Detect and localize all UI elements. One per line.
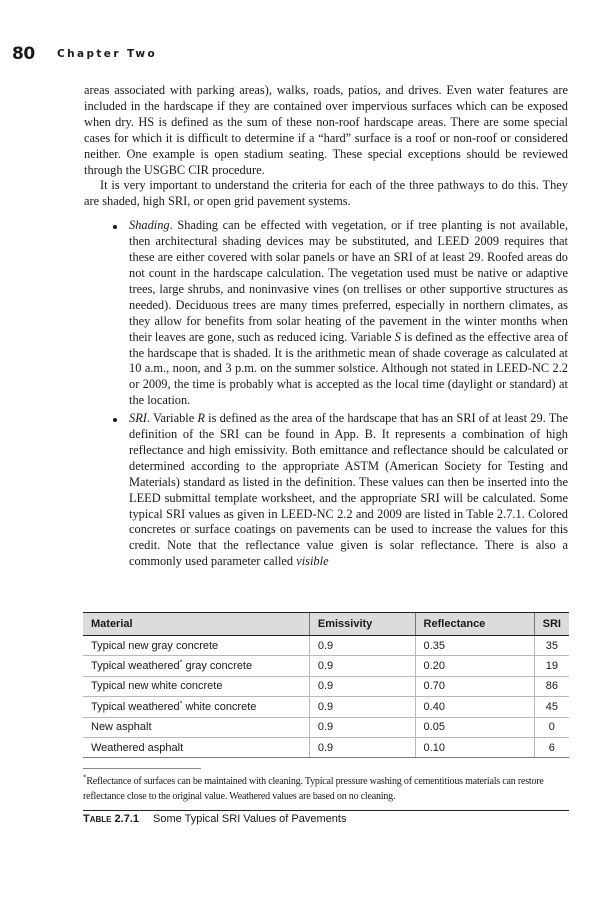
page-number: 80 — [12, 44, 35, 64]
variable-r: R — [197, 411, 205, 426]
bullet-dot — [113, 225, 117, 229]
bullet-text: is defined as the effective area of the hardscape that is shaded. It is the arithmetic mean of shade coverage as calculated at 10 a.m., noon, and 3 p.m. on the summer solstice. Although not stated in LEED-NC 2.2 or 2009, the time is probably what is accepted as the local time (daylight or standard) at the location. — [129, 329, 568, 408]
column-header-sri: SRI — [534, 613, 569, 636]
column-header-material: Material — [83, 613, 309, 636]
paragraph-2: It is very important to understand the criteria for each of the three pathways to do this. They are shaded, high SRI, or open grid pavement systems. — [84, 178, 568, 209]
cell-emissivity: 0.9 — [309, 737, 415, 757]
cell-sri: 86 — [534, 676, 569, 696]
column-header-reflectance: Reflectance — [415, 613, 534, 636]
cell-emissivity: 0.9 — [309, 636, 415, 656]
paragraph-1: areas associated with parking areas), walks, roads, patios, and drives. Even water features are included in the hardscape if they are contained over impervious surfaces which can be exposed when dry. HS is defined as the sum of these non-roof hardscape areas. There are some special cases for which it is difficult to determine if a “hard” surface is a roof or non-roof or considered neither. One example is open stadium seating. These special exceptions should be reviewed through the USGBC CIR procedure. — [84, 83, 568, 177]
table-footnote — [83, 774, 569, 804]
caption-text: Some Typical SRI Values of Pavements — [153, 813, 347, 825]
table-row — [83, 737, 569, 757]
table-row — [83, 656, 569, 676]
cell-sri: 45 — [534, 697, 569, 717]
cell-reflectance: 0.70 — [415, 676, 534, 696]
cell-reflectance: 0.35 — [415, 636, 534, 656]
bullet-sri — [84, 411, 568, 570]
cell-material: Weathered asphalt — [83, 737, 309, 757]
pathway-list — [84, 218, 568, 570]
caption-label: Table 2.7.1 — [83, 813, 140, 825]
bullet-trailing-word: visible — [296, 554, 329, 569]
cell-material: Typical new gray concrete — [83, 636, 309, 656]
cell-material: Typical new white concrete — [83, 676, 309, 696]
sri-table — [83, 612, 569, 758]
cell-material: Typical weathered* white concrete — [83, 697, 309, 717]
table-row — [83, 676, 569, 696]
cell-reflectance: 0.40 — [415, 697, 534, 717]
column-header-emissivity: Emissivity — [309, 613, 415, 636]
cell-emissivity: 0.9 — [309, 676, 415, 696]
table-caption — [83, 813, 346, 825]
cell-sri: 35 — [534, 636, 569, 656]
table-row — [83, 717, 569, 737]
cell-reflectance: 0.05 — [415, 717, 534, 737]
body-text — [84, 83, 568, 572]
footnote-divider — [83, 768, 201, 769]
table-row — [83, 636, 569, 656]
caption-divider — [83, 810, 569, 811]
cell-emissivity: 0.9 — [309, 656, 415, 676]
table-header-row — [83, 613, 569, 636]
bullet-shading — [84, 218, 568, 409]
cell-sri: 19 — [534, 656, 569, 676]
cell-reflectance: 0.20 — [415, 656, 534, 676]
cell-sri: 0 — [534, 717, 569, 737]
variable-s: S — [394, 329, 401, 344]
bullet-text: . Shading can be effected with vegetation, or if tree planting is not available, then architectural shading devices may be substituted, and LEED 2009 requires that these are either covered with solar panels or have an SRI of at least 29. Roofed areas do not count in the hardscape calculation. The vegetation used must be native or adaptive trees, large shrubs, and noninvasive vines (on trellises or other supportive structures as needed). Deciduous trees are many times preferred, especially in northern climates, as they allow for benefits from solar heating of the pavement in the winter months when their leaves are gone, such as reduced icing. Variable — [129, 218, 568, 344]
bullet-term: Shading — [129, 218, 170, 233]
bullet-term: SRI — [129, 411, 147, 426]
cell-sri: 6 — [534, 737, 569, 757]
chapter-title: Chapter Two — [57, 48, 158, 60]
bullet-dot — [113, 418, 117, 422]
bullet-text: is defined as the area of the hardscape that has an SRI of at least 29. The definition of the SRI can be found in App. B. It represents a combination of high reflectance and high emissivity. Both emittance and reflectance should be calculated or determined according to the appropriate ASTM (American Society for Testing and Materials) standard as listed in the definition. These values can then be inserted into the LEED submittal template worksheet, and the appropriate SRI will be calculated. Some typical SRI values as given in LEED-NC 2.2 and 2009 are listed in Table 2.7.1. Colored concretes or surface coatings on pavements can be used to increase the values for this credit. Note that the reflectance value given is solar reflectance. There is also a commonly used parameter called — [129, 411, 568, 569]
cell-emissivity: 0.9 — [309, 697, 415, 717]
cell-reflectance: 0.10 — [415, 737, 534, 757]
footnote-text: Reflectance of surfaces can be maintained with cleaning. Typical pressure washing of cementitious materials can restore reflectance close to the original value. Weathered values are based on no cleaning. — [83, 776, 544, 802]
cell-emissivity: 0.9 — [309, 717, 415, 737]
bullet-text: . Variable — [146, 411, 198, 426]
cell-material: New asphalt — [83, 717, 309, 737]
cell-material: Typical weathered* gray concrete — [83, 656, 309, 676]
footnote-mark: * — [83, 773, 87, 782]
table-row — [83, 697, 569, 717]
